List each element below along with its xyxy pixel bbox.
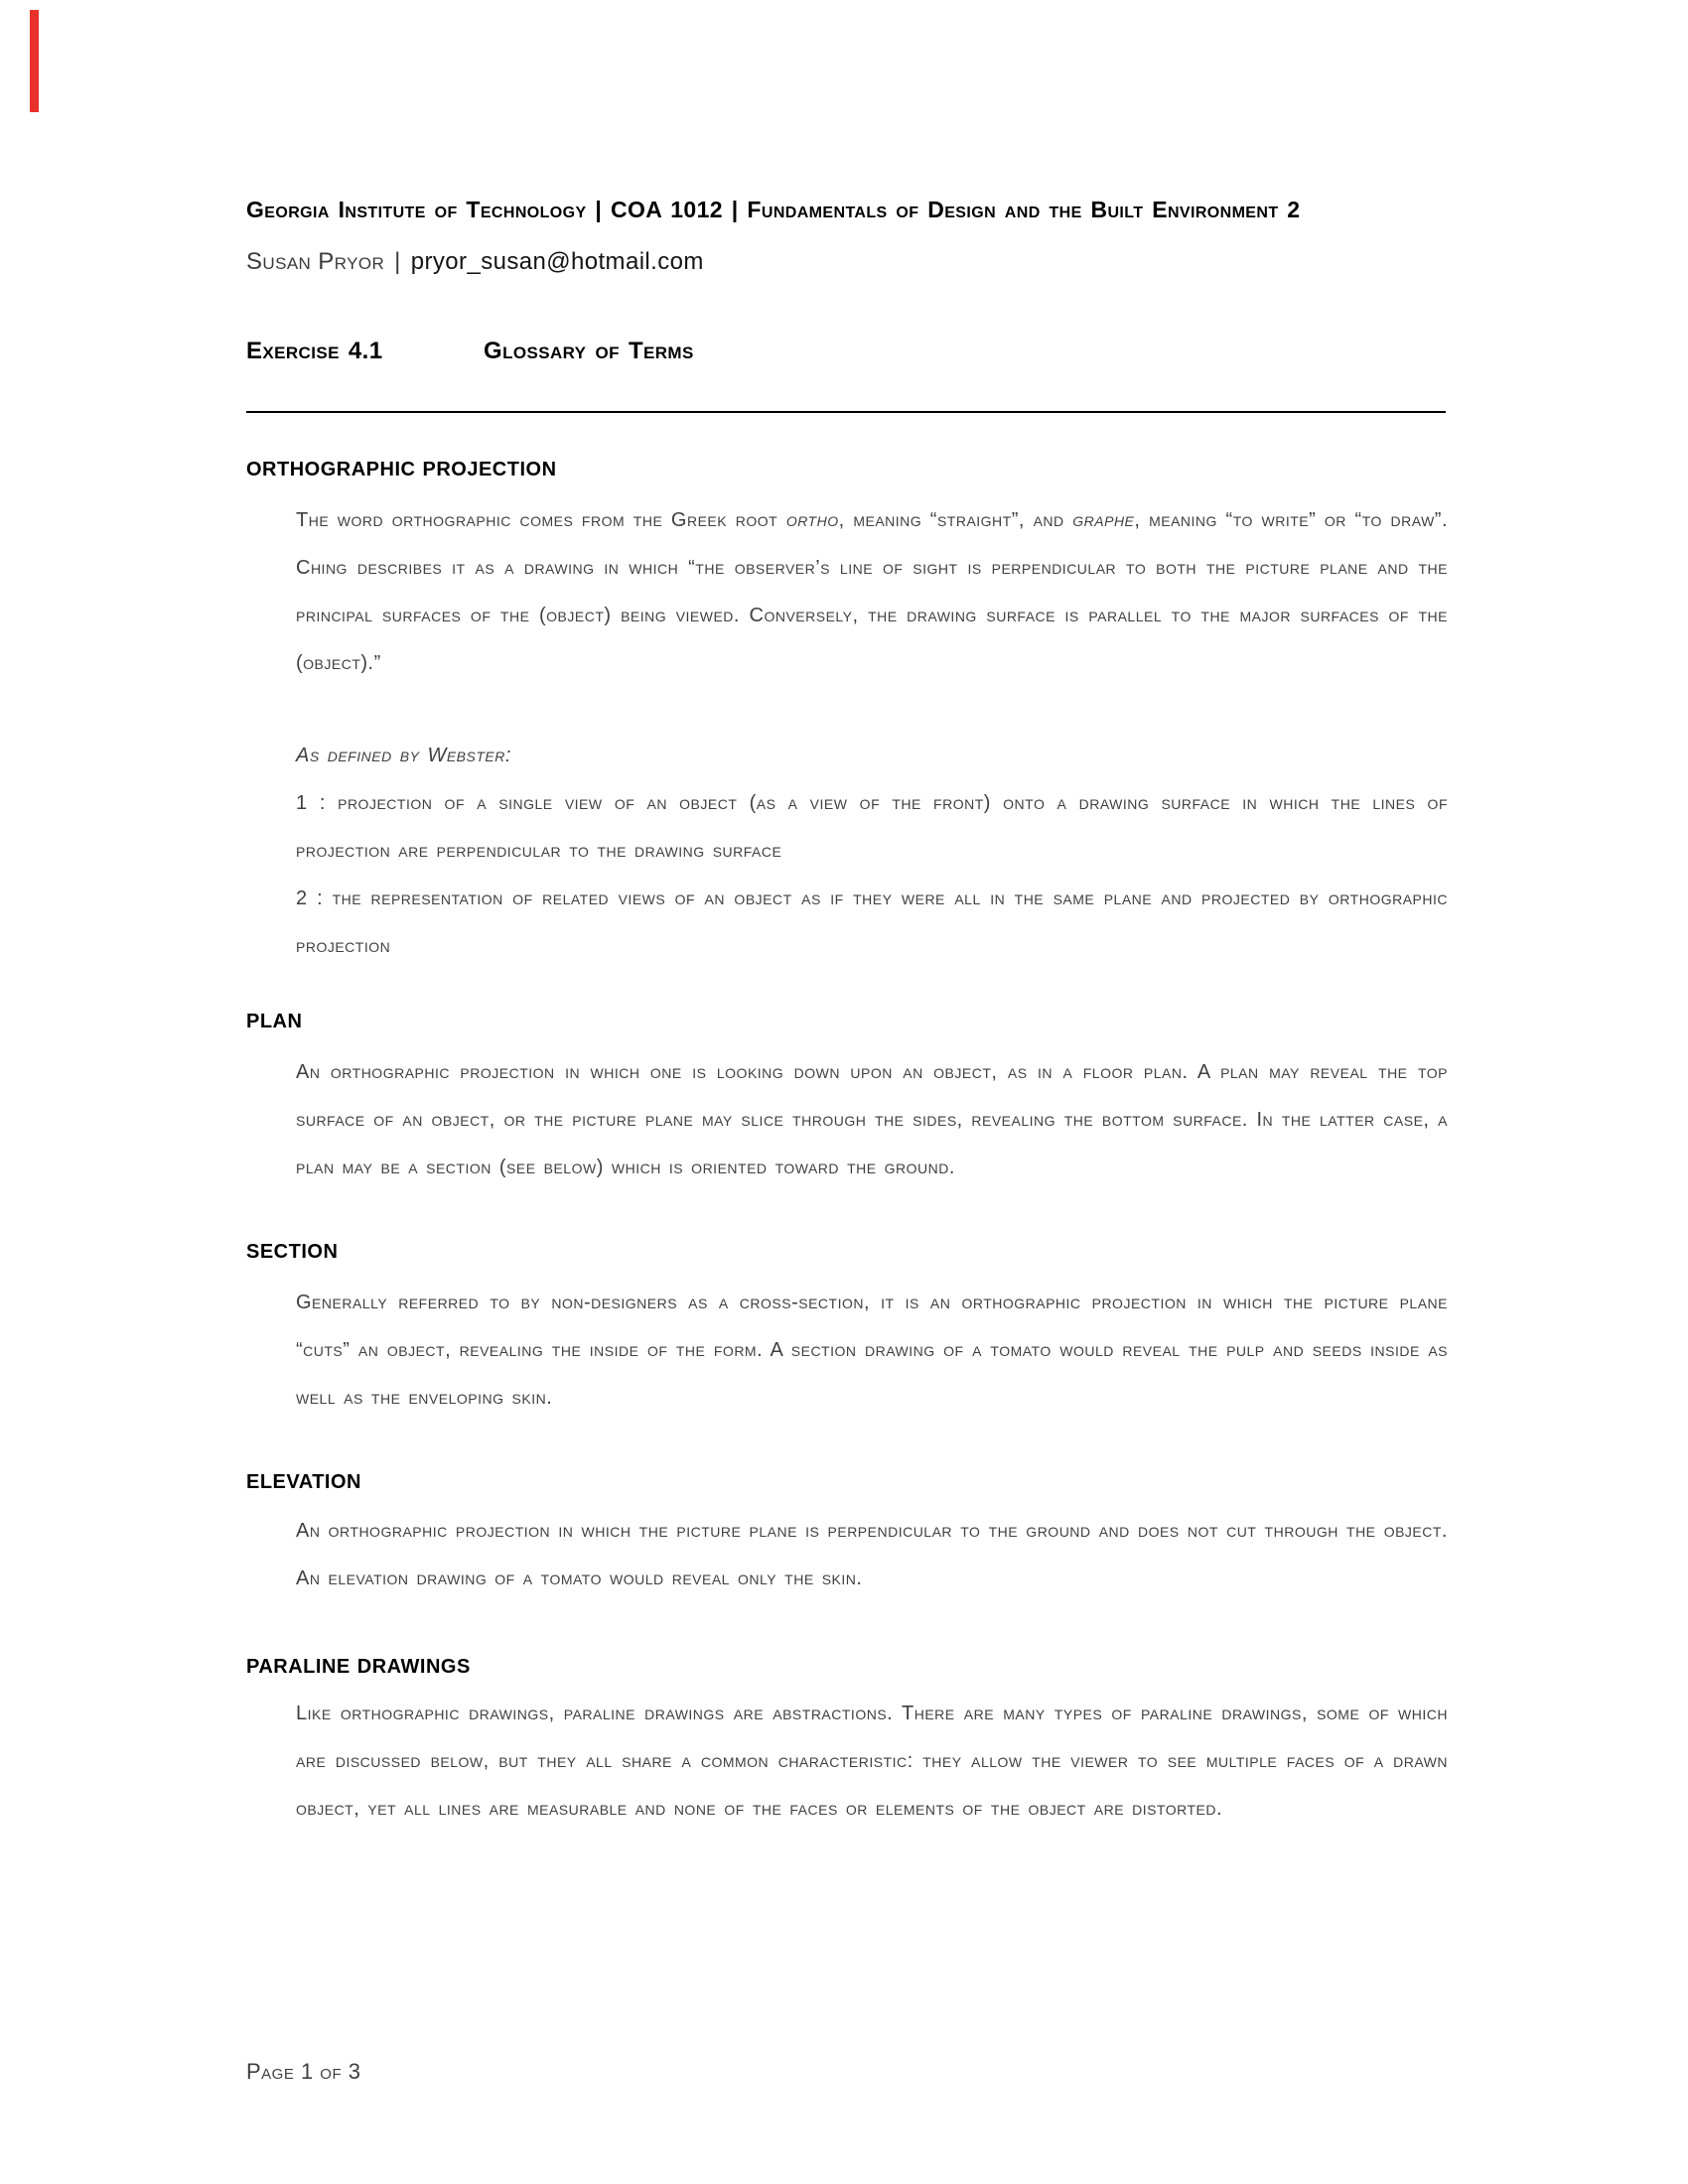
author-line — [246, 248, 1537, 276]
definition-orthographic-projection: The word orthographic comes from the Greek root ortho, meaning “straight”, and graphe, meaning “to write” or “to draw”. Ching describes it as a drawing in which “the observer’s line of sight is perpendicular to both the picture plane and the principal surfaces of the (object) being viewed. Conversely, the drawing surface is parallel to the major surfaces of the (object).” — [296, 509, 1449, 674]
horizontal-rule — [246, 411, 1446, 413]
term-heading-orthographic-projection: ORTHOGRAPHIC PROJECTION — [246, 459, 557, 480]
exercise-title-row — [246, 338, 1446, 369]
definition-section: Generally referred to by non-designers as a cross-section, it is an orthographic projection in which the picture plane “cuts” an object, revealing the inside of the form. A section drawing of a tomato would reveal the pulp and seeds inside as well as the enveloping skin. — [296, 1292, 1448, 1409]
author-name: Susan Pryor — [246, 248, 385, 275]
definition-elevation: An orthographic projection in which the picture plane is perpendicular to the ground and does not cut through the object. An elevation drawing of a tomato would reveal only the skin. — [296, 1520, 1448, 1589]
term-heading-section: SECTION — [246, 1241, 339, 1263]
document-header: Georgia Institute of Technology | COA 1012 | Fundamentals of Design and the Built Environment 2 — [246, 197, 1301, 222]
webster-definition-1: 1 : projection of a single view of an object (as a view of the front) onto a drawing surface in which the lines of projection are perpendicular to the drawing surface — [296, 792, 1448, 862]
author-email: pryor_susan@hotmail.com — [410, 248, 704, 275]
term-heading-elevation: ELEVATION — [246, 1471, 361, 1493]
definition-paraline-drawings: Like orthographic drawings, paraline drawings are abstractions. There are many types of paraline drawings, some of which are discussed below, but they all share a common characteristic: they allow the viewer to see multiple faces of a drawn object, yet all lines are measurable and none of the faces or elements of the object are distorted. — [296, 1703, 1448, 1820]
exercise-number: Exercise 4.1 — [246, 338, 383, 364]
webster-definition-2: 2 : the representation of related views of an object as if they were all in the same plane and projected by orthographic projection — [296, 887, 1448, 957]
webster-intro: As defined by Webster: — [296, 745, 511, 766]
definition-plan: An orthographic projection in which one is looking down upon an object, as in a floor plan. A plan may reveal the top surface of an object, or the picture plane may slice through the sides, revealing the bottom surface. In the latter case, a plan may be a section (see below) which is oriented toward the ground. — [296, 1061, 1448, 1178]
red-margin-mark — [30, 10, 39, 112]
author-separator: | — [394, 248, 401, 275]
term-heading-plan: PLAN — [246, 1011, 303, 1032]
page-number: Page 1 of 3 — [246, 2059, 361, 2084]
exercise-name: Glossary of Terms — [484, 338, 694, 364]
webster-definition-block — [296, 732, 1448, 970]
term-heading-paraline-drawings: PARALINE DRAWINGS — [246, 1656, 471, 1678]
